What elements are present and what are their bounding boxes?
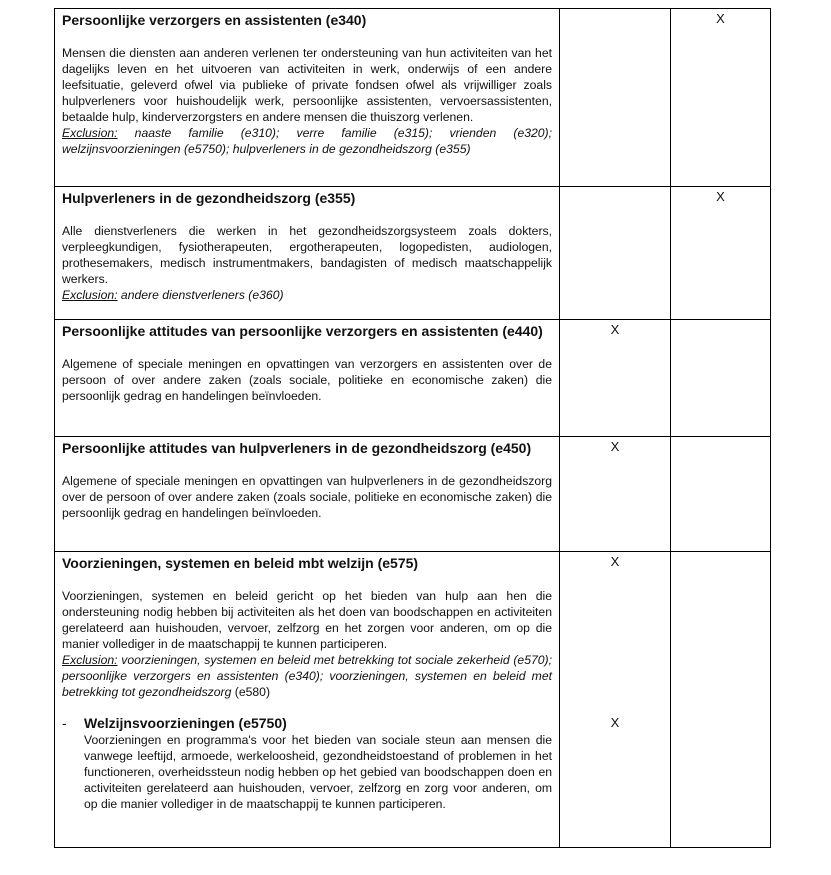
column-b-mark [671, 552, 770, 554]
list-dash: - [62, 715, 67, 731]
table-row [55, 187, 771, 320]
column-b-mark [671, 320, 770, 322]
column-a-mark [560, 187, 670, 189]
description-cell [55, 187, 560, 320]
subcategory-description: Voorzieningen en programma's voor het bieden van sociale steun aan mensen die vanwege leeftijd, armoede, werkeloosheid, gezondheidstoestand of problemen in het functioneren, overheidssteun nodig hebben op het gebied van boodschappen doen en activiteiten gerelateerd aan huishouden, vervoer, zelfzorg en zorg voor anderen, om op die manier vollediger in de maatschappij te kunnen participeren. [84, 733, 552, 811]
exclusion-text: voorzieningen, systemen en beleid met betrekking tot sociale zekerheid (e570); persoonlijke verzorgers en assistenten (e340); voorzieningen, systemen en beleid met betrekking tot gezondheidszorg [62, 653, 552, 699]
column-b-cell [671, 437, 771, 552]
subcategory [62, 714, 552, 812]
description-cell [55, 437, 560, 552]
table-row [55, 320, 771, 437]
column-a-cell [560, 552, 671, 848]
column-a-cell [560, 9, 671, 187]
column-b-cell [671, 320, 771, 437]
description-cell [55, 552, 560, 848]
category-description: Algemene of speciale meningen en opvattingen van verzorgers en assistenten over de persoon of over andere zaken (zoals sociale, politieke en economische zaken) die persoonlijk gedrag en handelingen beïnvloeden. [62, 357, 552, 403]
column-b-mark: X [716, 189, 725, 204]
exclusion-note [62, 287, 552, 303]
category-description: Algemene of speciale meningen en opvattingen van hulpverleners in de gezondheidszorg over de persoon of over andere zaken (zoals sociale, politieke en economische zaken) die persoonlijk gedrag en handelingen beïnvloeden. [62, 474, 552, 520]
category-description: Alle dienstverleners die werken in het gezondheidszorgsysteem zoals dokters, verpleegkundigen, fysiotherapeuten, ergotherapeuten, logopedisten, audiologen, prothesemakers, medisch instrumentmakers, bandagisten of medisch maatschappelijk werkers. [62, 224, 552, 286]
category-title: Voorzieningen, systemen en beleid mbt welzijn (e575) [62, 555, 419, 571]
table-row [55, 437, 771, 552]
column-b-mark: X [716, 11, 725, 26]
column-a-cell [560, 437, 671, 552]
table-row [55, 552, 771, 848]
category-title: Persoonlijke verzorgers en assistenten (e340) [62, 12, 367, 28]
subcategory-column-a-mark: X [610, 715, 620, 730]
column-b-cell [671, 187, 771, 320]
exclusion-note [62, 652, 552, 700]
exclusion-text: naaste familie (e310); verre familie (e315); vrienden (e320); welzijnsvoorzieningen (e5750); hulpverleners in de gezondheidszorg (e355) [62, 126, 552, 156]
exclusion-label: Exclusion: [62, 288, 118, 302]
category-description: Mensen die diensten aan anderen verlenen ter ondersteuning van hun activiteiten van het dagelijks leven en het uitvoeren van activiteiten in werk, onderwijs of een andere leefsituatie, geleverd ofwel via publieke of private fondsen ofwel als vrijwilliger zoals hulpverleners voor huishoudelijk werk, persoonlijke assistenten, vervoersassistenten, betaalde hulp, kinderverzorgsters en andere mensen die thuiszorg verlenen. [62, 46, 552, 124]
exclusion-label: Exclusion: [62, 653, 118, 667]
description-cell [55, 320, 560, 437]
column-a-mark [560, 9, 670, 11]
category-description: Voorzieningen, systemen en beleid gericht op het bieden van hulp aan hen die ondersteuning nodig hebben bij activiteiten als het doen van boodschappen en activiteiten gerelateerd aan huishouden, vervoer, zelfzorg en het zorgen voor anderen, om op die manier vollediger in de maatschappij te kunnen participeren. [62, 589, 552, 651]
column-a-cell [560, 320, 671, 437]
category-title: Persoonlijke attitudes van persoonlijke verzorgers en assistenten (e440) [62, 323, 543, 339]
exclusion-note [62, 125, 552, 157]
category-title: Hulpverleners in de gezondheidszorg (e355) [62, 190, 356, 206]
column-a-cell [560, 187, 671, 320]
exclusion-label: Exclusion: [62, 126, 118, 140]
column-b-mark [671, 437, 770, 439]
icf-table [54, 8, 771, 848]
column-a-mark: X [610, 439, 620, 454]
column-b-cell [671, 9, 771, 187]
exclusion-text: andere dienstverleners (e360) [117, 288, 284, 302]
table-row [55, 9, 771, 187]
description-cell [55, 9, 560, 187]
exclusion-tail: (e580) [231, 685, 271, 699]
subcategory-title: Welzijnsvoorzieningen (e5750) [84, 715, 287, 731]
column-a-mark: X [610, 322, 620, 337]
category-title: Persoonlijke attitudes van hulpverleners in de gezondheidszorg (e450) [62, 440, 532, 456]
column-a-mark: X [610, 554, 620, 569]
column-b-cell [671, 552, 771, 848]
